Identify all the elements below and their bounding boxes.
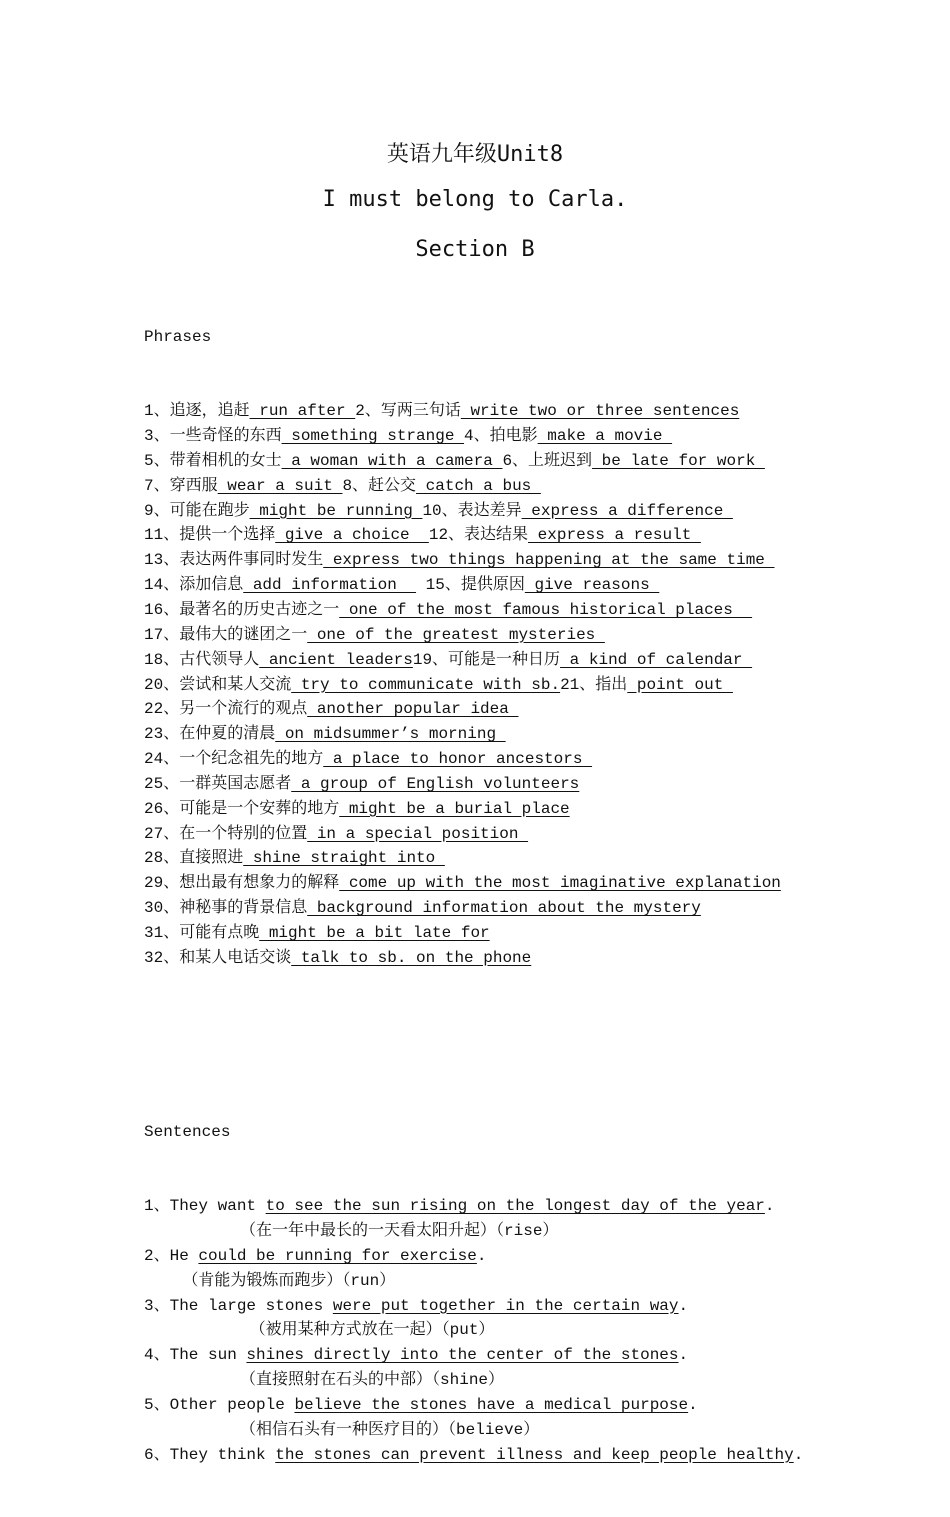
sentences-heading: Sentences [144,1122,231,1141]
prompt-text: 29、想出最有想象力的解释 [144,874,340,893]
prompt-text: 4、The sun [144,1346,247,1365]
answer-text: one of the greatest mysteries [307,625,605,644]
prompt-text: 14、添加信息 [144,576,244,595]
prompt-text: 6、上班迟到 [502,451,593,470]
answer-text: shine straight into [243,849,445,868]
prompt-text: 20、尝试和某人交流 [144,675,292,694]
document-title: 英语九年级Unit8 [386,142,564,167]
hint-text: （被用某种方式放在一起）（put） [249,1321,495,1340]
spacer [144,1020,934,1070]
phrase-line [144,722,934,747]
prompt-text: 16、最著名的历史古迹之一 [144,600,340,619]
answer-text: give reasons [524,576,660,595]
answer-text: talk to sb. on the phone [291,948,532,967]
phrase-line [144,946,934,971]
sentence-line [144,1244,934,1269]
answer-text: might be running [249,501,423,520]
hint-indent [144,1421,240,1439]
sentence-hint [144,1269,934,1294]
prompt-text: 22、另一个流行的观点 [144,700,308,719]
answer-text: a kind of calendar [560,650,753,669]
prompt-text: 1、They want [144,1197,266,1216]
hint-indent [144,1272,182,1290]
answer-text: could be running for exercise [198,1246,477,1265]
answer-text: write two or three sentences [460,402,740,421]
answer-text: add information [243,576,417,595]
sentence-hint [144,1318,934,1343]
answer-text: a group of English volunteers [291,774,580,793]
hint-text: （相信石头有一种医疗目的）（believe） [240,1420,540,1439]
prompt-text: 26、可能是一个安葬的地方 [144,799,340,818]
answer-text: express a result [528,526,701,545]
answer-text: might be a bit late for [259,923,490,942]
answer-text: were put together in the certain way [332,1296,679,1315]
prompt-text: 17、最伟大的谜团之一 [144,625,308,644]
phrase-line [144,548,934,573]
sentence-line [144,1393,934,1418]
prompt-text: . [688,1395,698,1414]
phrase-line [144,499,934,524]
answer-text: point out [627,675,733,694]
phrase-line [144,921,934,946]
answer-text: ancient leaders [259,650,413,669]
prompt-text: . [678,1296,689,1315]
document-subtitle: I must belong to Carla. [322,187,628,212]
phrase-list [144,399,934,970]
phrases-heading: Phrases [144,327,212,346]
prompt-text: 2、写两三句话 [355,402,461,421]
hint-indent [144,1371,240,1389]
phrase-line [144,871,934,896]
prompt-text: 27、在一个特别的位置 [144,824,308,843]
prompt-text: 23、在仲夏的清晨 [144,725,276,744]
sentence-line [144,1294,934,1319]
phrase-line [144,846,934,871]
sentence-hint [144,1219,934,1244]
phrase-line [144,449,934,474]
prompt-text: 3、The large stones [144,1296,333,1315]
prompt-text: 9、可能在跑步 [144,501,250,520]
answer-text: make a movie [537,427,673,446]
hint-indent [144,1321,250,1339]
prompt-text: 6、They think [144,1445,276,1464]
answer-text: background information about the mystery [307,899,701,918]
phrase-line [144,896,934,921]
answer-text: give a choice [275,526,429,545]
hint-text: （直接照射在石头的中部）（shine） [240,1371,505,1390]
phrase-line [144,523,934,548]
answer-text: another popular idea [307,700,519,719]
prompt-text: . [678,1346,689,1365]
phrase-line [144,474,934,499]
hint-indent [144,1222,240,1240]
phrase-line [144,822,934,847]
phrase-line [144,424,934,449]
phrase-line [144,697,934,722]
phrase-line [144,772,934,797]
document-body [144,275,934,1517]
answer-text: try to communicate with sb. [291,675,561,694]
prompt-text: 2、He [144,1246,199,1265]
section-heading: Section B [415,237,535,262]
prompt-text: 21、指出 [560,675,628,694]
prompt-text: 31、可能有点晚 [144,923,260,942]
prompt-text: 12、表达结果 [428,526,529,545]
answer-text: wear a suit [217,476,343,495]
answer-text: believe the stones have a medical purpose [294,1395,689,1414]
sentence-hint [144,1368,934,1393]
answer-text: one of the most famous historical places [339,600,753,619]
answer-text: run after [249,402,356,421]
prompt-text: 25、一群英国志愿者 [144,774,292,793]
prompt-text: 30、神秘事的背景信息 [144,899,308,918]
sentence-hint [144,1418,934,1443]
answer-text: be late for work [592,451,765,470]
phrase-line [144,573,934,598]
phrase-line [144,399,934,424]
prompt-text: 5、Other people [144,1395,295,1414]
phrase-line [144,673,934,698]
phrase-line [144,598,934,623]
prompt-text: 32、和某人电话交谈 [144,948,292,967]
prompt-text: 8、赶公交 [342,476,417,495]
prompt-text: 4、拍电影 [464,427,538,446]
prompt-text: . [793,1445,804,1464]
phrase-line [144,648,934,673]
phrase-line [144,747,934,772]
answer-text: might be a burial place [339,799,570,818]
prompt-text: . [476,1246,487,1265]
prompt-text: 15、提供原因 [416,576,525,595]
prompt-text: . [764,1197,775,1216]
prompt-text: 3、一些奇怪的东西 [144,427,282,446]
answer-text: come up with the most imaginative explanation [339,874,781,893]
prompt-text: 1、追逐，追赶 [144,402,250,421]
prompt-text: 13、表达两件事同时发生 [144,551,324,570]
sentence-line [144,1343,934,1368]
answer-text: catch a bus [416,476,541,495]
answer-text: a place to honor ancestors [323,750,593,769]
sentence-list [144,1194,934,1467]
phrase-line [144,623,934,648]
answer-text: to see the sun rising on the longest day of the year [265,1197,765,1216]
answer-text: a woman with a camera [281,451,503,470]
prompt-text: 11、提供一个选择 [144,526,276,545]
prompt-text: 18、古代领导人 [144,650,260,669]
phrase-line [144,797,934,822]
sentence-line [144,1194,934,1219]
prompt-text: 19、可能是一种日历 [412,650,561,669]
answer-text: on midsummer’s morning [275,725,506,744]
answer-text: something strange [281,427,465,446]
prompt-text: 7、穿西服 [144,476,218,495]
hint-text: （肯能为锻炼而跑步）（run） [182,1271,396,1290]
prompt-text: 10、表达差异 [422,501,522,520]
answer-text: the stones can prevent illness and keep people healthy [275,1445,794,1464]
answer-text: express a difference [521,501,733,520]
answer-text: express two things happening at the same time [323,551,775,570]
answer-text: shines directly into the center of the stones [246,1346,679,1365]
hint-text: （在一年中最长的一天看太阳升起）（rise） [240,1222,559,1241]
prompt-text: 5、带着相机的女士 [144,451,282,470]
prompt-text: 24、一个纪念祖先的地方 [144,750,324,769]
answer-text: in a special position [307,824,529,843]
sentence-line [144,1443,934,1468]
prompt-text: 28、直接照进 [144,849,244,868]
